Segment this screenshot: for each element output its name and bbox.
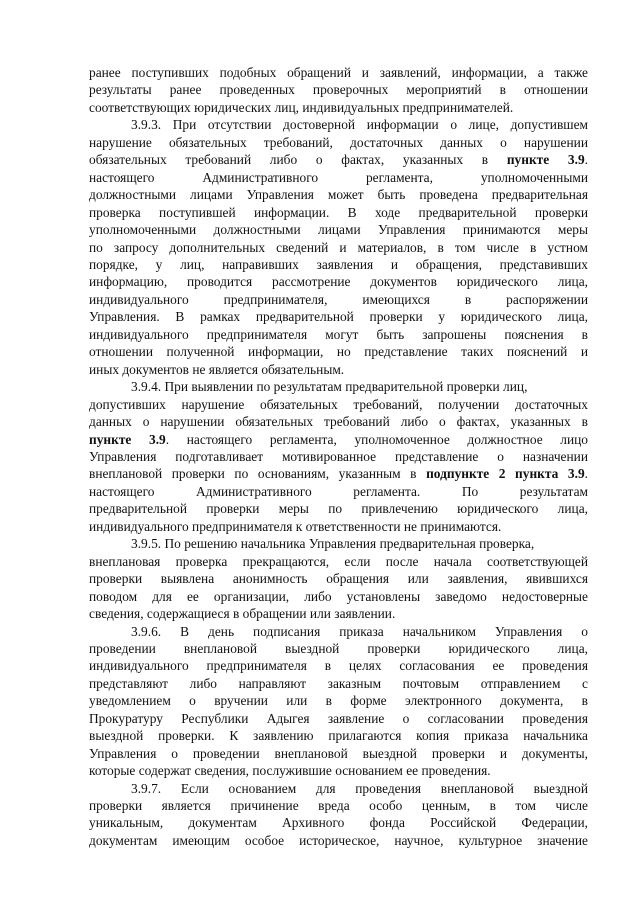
text-line: допустивших нарушение обязательных требований, получении достаточных [89, 396, 588, 412]
text-line: проверки является причинение вреда особо ценным, в том числе [89, 798, 588, 814]
text-line: предварительной проверки меры по привлечению юридического лица, [89, 501, 588, 517]
text-segment: . [584, 152, 589, 168]
paragraph-p395 [89, 535, 588, 622]
paragraph-p396 [89, 623, 588, 780]
text-line [89, 151, 588, 168]
text-segment: внеплановой проверки по основаниям, указанным в [89, 466, 427, 482]
text-line: индивидуального предпринимателя в целях согласования ее проведения [89, 658, 588, 674]
text-line: информацию, проводится рассмотрение документов юридического лица, [89, 274, 588, 290]
text-line: результаты ранее проведенных проверочных мероприятий в отношении [89, 82, 588, 98]
text-line: 3.9.6. В день подписания приказа начальником Управления о [131, 623, 588, 639]
text-line: индивидуального предпринимателя, имеющихся в распоряжении [89, 291, 588, 307]
paragraph-p0 [89, 64, 588, 116]
text-line [89, 431, 588, 448]
text-line: 3.9.4. При выявлении по результатам предварительной проверки лиц, [131, 379, 528, 395]
text-line: по запросу дополнительных сведений и материалов, в том числе в устном [89, 239, 588, 255]
text-line: настоящего Административного регламента, уполномоченными [89, 169, 588, 185]
text-line: соответствующих юридических лиц, индивидуальных предпринимателей. [89, 99, 514, 115]
document-page [89, 64, 588, 849]
bold-reference: пункте 3.9 [506, 152, 585, 168]
text-line [89, 465, 588, 482]
text-segment: . [584, 466, 588, 482]
text-line: выездной проверки. К заявлению прилагаются копия приказа начальника [89, 728, 588, 744]
text-line: документам имеющим особое историческое, научное, культурное значение [89, 832, 588, 848]
text-line: внеплановая проверка прекращаются, если после начала соответствующей [89, 553, 588, 569]
text-line: проверки выявлена анонимность обращения или заявления, явившихся [89, 571, 588, 587]
text-line: Управления подготавливает мотивированное представление о назначении [89, 448, 588, 464]
text-line: уникальным, документам Архивного фонда Российской Федерации, [89, 815, 588, 831]
text-line: представляют либо направляют заказным почтовым отправлением с [89, 675, 588, 691]
text-line: индивидуального предпринимателя к ответственности не принимаются. [89, 518, 502, 534]
text-line: иных документов не является обязательным. [89, 361, 345, 377]
text-line: 3.9.5. По решению начальника Управления предварительная проверка, [131, 536, 535, 552]
paragraph-p397 [89, 780, 588, 850]
text-line: 3.9.3. При отсутствии достоверной информации о лице, допустившем [131, 117, 588, 133]
text-line: поводом для ее организации, либо установлены заведомо недостоверные [89, 588, 588, 604]
bold-reference: пункте 3.9 [89, 431, 166, 447]
text-line: ранее поступивших подобных обращений и заявлений, информации, а также [89, 65, 588, 80]
text-line: которые содержат сведения, послужившие основанием ее проведения. [89, 763, 491, 779]
text-line: уведомлением о вручении или в форме электронного документа, в [89, 693, 588, 709]
text-line: Управления о проведении внеплановой выездной проверки и документы, [89, 745, 588, 761]
text-line: Прокуратуру Республики Адыгея заявление о согласовании проведения [89, 710, 588, 726]
text-segment: . настоящего регламента, уполномоченное должностное лицо [165, 431, 589, 447]
text-line: нарушение обязательных требований, достаточных данных о нарушении [89, 134, 588, 150]
text-line: данных о нарушении обязательных требований либо о фактах, указанных в [89, 414, 588, 430]
text-line: настоящего Административного регламента. По результатам [89, 483, 588, 499]
text-line: порядке, у лиц, направивших заявления и обращения, представивших [89, 256, 588, 272]
text-line: Управления. В рамках предварительной проверки у юридического лица, [89, 309, 588, 325]
paragraph-p394 [89, 378, 588, 535]
text-line: индивидуального предпринимателя могут быть запрошены пояснения в [89, 326, 588, 342]
paragraph-p393 [89, 116, 588, 378]
text-line: 3.9.7. Если основанием для проведения внеплановой выездной [131, 780, 588, 796]
text-line: отношении полученной информации, но представление таких пояснений и [89, 344, 588, 360]
text-line: уполномоченными должностными лицами Управления принимаются меры [89, 222, 588, 238]
text-line: должностными лицами Управления может быть проведена предварительная [89, 187, 588, 203]
bold-reference: подпункте 2 пункта 3.9 [426, 466, 585, 482]
text-line: проведении внеплановой выездной проверки юридического лица, [89, 640, 588, 656]
text-line: проверка поступившей информации. В ходе предварительной проверки [89, 204, 588, 220]
text-line: сведения, содержащиеся в обращении или заявлении. [89, 606, 396, 622]
text-segment: обязательных требований либо о фактах, указанных в [89, 152, 507, 168]
